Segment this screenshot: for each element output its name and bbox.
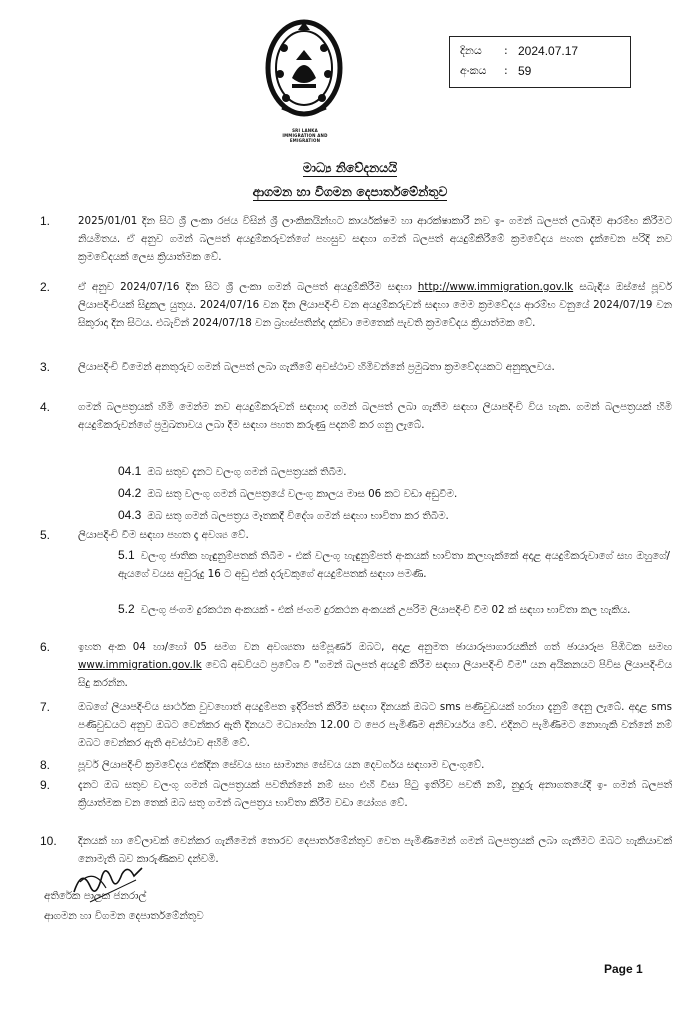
paragraph-5	[40, 526, 672, 544]
immigration-website-link[interactable]: http://www.immigration.gov.lk	[417, 281, 574, 293]
paragraph-text: ඔබගේ ලියාපදිංචිය සාර්ථක වුවහොත් අයදුම්පත ඉදිරිපත් කිරීම සඳහා දිනයක් ඔබට sms පණිවුඩයක් හරහා දැනුම් දෙනු ලැබේ. අදාළ sms පණිවුඩයට අනුව ඔබට වෙන්කර ඇති දිනයට මධ්‍යාහ්න 12.00 ට පෙර පැමිණීම අනිවාර්යය වේ. එදිනට පැමිණීමට නොහැකි වන්නේ නම් ඔබට වෙන්කර ඇති අවස්ථාව අහිමි වේ.	[78, 701, 672, 749]
paragraph-number: 3.	[40, 360, 51, 374]
sub-item-5-2: 5.2 වලංගු ජංගම දුරකථන අංකයක් - එක් ජංගම දුරකථන අංකයක් උපරිම ලියාපදිංචි වීම 02 ක් සඳහා භාවිතා කල හැකිය.	[118, 602, 631, 616]
paragraph-text: දැනට ඔබ සතුව වලංගු ගමන් බලපත්‍රයක් පවතින්නේ නම් සහ එහි වීසා පිටු ඉතිරිව පවතී නම්, නුදුරු අනාගතයේදී ඉ- ගමන් බලපත් ක්‍රියාත්මක වන තෙක් ඔබ සතු ගමන් බලපත්‍රය භාවිතා කිරීම වඩා යෝග්‍ය වේ.	[78, 779, 672, 809]
reference-value: 59	[518, 64, 532, 78]
paragraph-number: 8.	[40, 758, 51, 772]
signatory-title: අතිරේක පාලක ජනරාල්	[44, 890, 147, 902]
sub-item-4-1: 04.1 ඔබ සතුව දැනට වලංගු ගමන් බලපත්‍රයක් තිබීම.	[118, 464, 347, 478]
paragraph-text: දිනයක් හා වේලාවක් වෙන්කර ගැනීමෙන් තොරව දෙපාර්තමේන්තුව වෙත පැමිණීමෙන් ගමන් බලපත්‍රයක් ලබා ගැනීමට ඔබට හැකියාවක් නොමැති බව කාරුණිකව දන්වමි.	[78, 835, 672, 865]
paragraph-9	[40, 776, 672, 812]
paragraph-text: ලියාපදිංචි වීමෙන් අනතුරුව ගමන් බලපත් ලබා ගැනීමේ අවස්ථාව හිමිවන්නේ ප්‍රමුඛතා ක්‍රමවේදයකට අනුකූලවය.	[78, 361, 555, 373]
sub-item-4-3: 04.3 ඔබ සතු ගමන් බලපත්‍රය මෑතකදී විදේශ ගමන් සඳහා භාවිතා කර තිබීම.	[118, 508, 449, 522]
date-label: දිනය	[460, 44, 482, 57]
paragraph-text: ඒ අනුව 2024/07/16 දින සිට ශ්‍රී ලංකා ගමන් බලපත් අයදුම්කිරීම සඳහා http://www.immigration.gov.lk සබැඳිය ඔස්සේ පූර්ව ලියාපදිංචියක් සිදුකල යුතුය. 2024/07/16 වන දින ලියාපදිංචි වන අයදුම්කරුවන් සඳහා මෙම ක්‍රමවේදය ආරම්භ වනුයේ 2024/07/19 වන සිකුරාදා දින සිටය. එබැවින් 2024/07/18 වන බ්‍රහස්පතින්දා දක්වා මෙතෙක් පැවති ක්‍රමවේදය ක්‍රියාත්මක වේ.	[78, 281, 672, 329]
paragraph-7	[40, 698, 672, 752]
paragraph-2	[40, 278, 672, 332]
date-value: 2024.07.17	[518, 44, 579, 58]
date-reference-box	[449, 36, 631, 88]
reference-row	[460, 61, 620, 81]
paragraph-text: ගමන් බලපත්‍රයක් හිමි මෙන්ම නව අයදුම්කරුවන් සඳහාද ගමන් බලපත් ලබා ගැනීම සඳහා ලියාපදිංචි විය හැක. ගමන් බලපත්‍රයක් හිමි අයදුම්කරුවන්ගේ ප්‍රමුඛතාවය ලබා දීම සඳහා පහත කරුණු පදනම් කර ගනු ලැබේ.	[78, 401, 672, 431]
paragraph-number: 9.	[40, 778, 51, 792]
paragraph-number: 1.	[40, 214, 51, 228]
sub-item-4-2: 04.2 ඔබ සතු වලංගු ගමන් බලපත්‍රයේ වලංගු කාලය මාස 06 කට වඩා අඩුවීම.	[118, 486, 458, 500]
emblem-caption: SRI LANKA IMMIGRATION AND EMIGRATION	[282, 128, 328, 143]
reference-separator: :	[504, 64, 508, 77]
paragraph-text: ලියාපදිංචි වීම සඳහා පහත දෑ අවශ්‍ය වේ.	[78, 529, 249, 541]
department-heading: ආගමන හා විගමන දෙපාර්තමේන්තුව	[252, 184, 448, 199]
paragraph-3	[40, 358, 672, 376]
paragraph-4	[40, 398, 672, 434]
immigration-website-link-2[interactable]: www.immigration.gov.lk	[78, 659, 202, 671]
signatory-department: ආගමන හා විගමන දෙපාර්තමේන්තුව	[44, 910, 204, 922]
paragraph-1	[40, 212, 672, 266]
paragraph-number: 10.	[40, 834, 57, 848]
paragraph-number: 4.	[40, 400, 51, 414]
paragraph-number: 7.	[40, 700, 51, 714]
sub-item-5-1: 5.1 වලංගු ජාතික හැඳුනුම්පතක් තිබීම - එක් වලංගු හැඳුනුම්පත් අංකයක් භාවිතා කලහැක්කේ අදාළ අයදුම්කරුවාගේ සහ ඔහුගේ/ඇයගේ වයස අවුරුදු 16 ට අඩු එක් දරුවකුගේ අයදුම්පතක් සඳහා පමණි.	[118, 548, 670, 580]
paragraph-8	[40, 756, 672, 774]
date-separator: :	[504, 44, 508, 57]
dept-emblem-icon	[262, 18, 346, 130]
paragraph-number: 2.	[40, 280, 51, 294]
paragraph-text: පූර්ව ලියාපදිංචි ක්‍රමවේදය එක්දින සේවය සහ සාමාන්‍ය සේවය යන දෙවර්ගය සඳහාම වලංගුවේ.	[78, 759, 485, 771]
date-row	[460, 41, 620, 61]
page-number: Page 1	[604, 962, 643, 976]
paragraph-6	[40, 638, 672, 692]
document-title: මාධ්‍ය නිවේදනයයි	[302, 160, 398, 175]
paragraph-number: 6.	[40, 640, 51, 654]
paragraph-number: 5.	[40, 528, 51, 542]
paragraph-text: 2025/01/01 දින සිට ශ්‍රී ලංකා රජය විසින් ශ්‍රී ලාංකිකයින්හට කාර්යක්ෂම හා ආරක්ෂාකාරී නව ඉ- ගමන් බලපත් ලබාදීම ආරම්භ කිරීමට නියමිතය. ඒ අනුව ගමන් බලපත් අයදුම්කරුවන්ගේ පහසුව සඳහා ගමන් බලපත් අයදුම්කිරීමේ ක්‍රමවේදය පහත දැක්වෙන පරිදි නව ක්‍රමවේදයක් ලෙස ක්‍රියාත්මක වේ.	[78, 215, 672, 263]
paragraph-text: ඉහත අංක 04 හා/හෝ 05 සමග වන අවශ්‍යතා සම්පූර්ණ ඔබට, අදාළ අනුමත ඡායාරූපාගාරයකින් ගත් ඡායාරූප පිඹිටක සමඟ www.immigration.gov.lk වෙබ් අඩවියට ප්‍රවේශ වී "ගමන් බලපත් අයදුම් කිරීම සඳහා ලියාපදිංචි වීම" යන අයිකනයට පිවිස ලියාපදිංචිය සිදු කරන්න.	[78, 641, 672, 689]
reference-label: අංකය	[460, 64, 487, 77]
